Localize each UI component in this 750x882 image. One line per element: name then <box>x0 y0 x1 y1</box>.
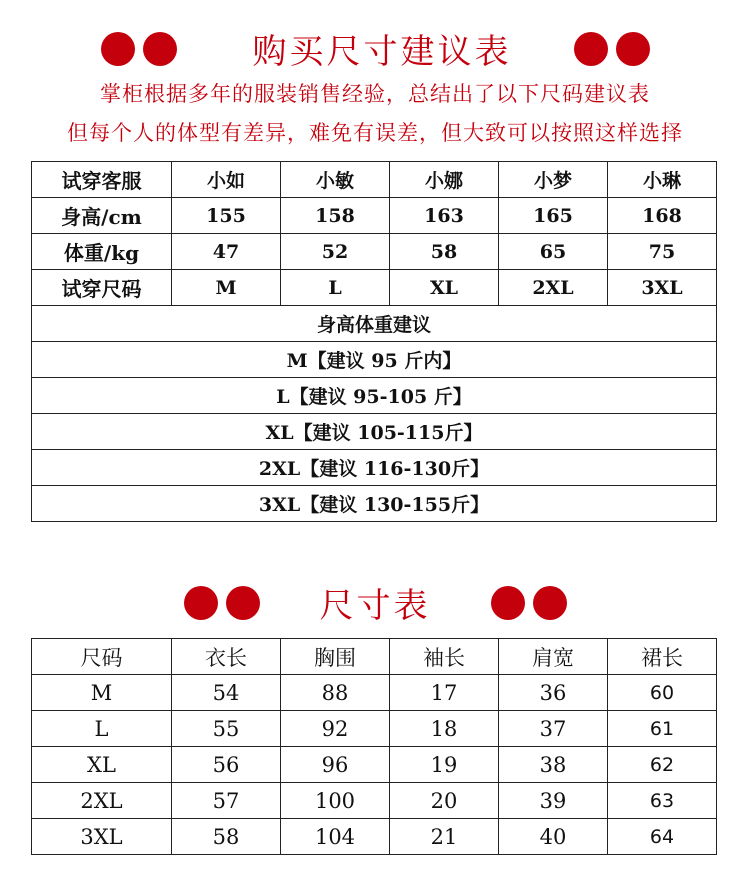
weight-value: 52 <box>281 234 390 270</box>
column-header: 胸围 <box>281 639 390 675</box>
table-row <box>32 711 717 747</box>
advice-line: M【建议 95 斤内】 <box>32 342 717 378</box>
table-row <box>32 414 717 450</box>
height-value: 155 <box>172 198 281 234</box>
length-cell: 56 <box>172 747 281 783</box>
height-label: 身高/cm <box>32 198 172 234</box>
weight-value: 75 <box>608 234 717 270</box>
model-name: 小娜 <box>390 162 499 198</box>
table-row <box>32 306 717 342</box>
weight-value: 47 <box>172 234 281 270</box>
advice-line: 3XL【建议 130-155斤】 <box>32 486 717 522</box>
column-header: 衣长 <box>172 639 281 675</box>
sleeve-cell: 17 <box>390 675 499 711</box>
size-cell: XL <box>32 747 172 783</box>
red-dots-right-icon <box>574 32 650 66</box>
size-cell: 2XL <box>32 783 172 819</box>
advice-heading: 身高体重建议 <box>32 306 717 342</box>
weight-value: 58 <box>390 234 499 270</box>
intro-note-line-2: 但每个人的体型有差异，难免有误差，但大致可以按照这样选择 <box>67 121 683 145</box>
table-row <box>32 675 717 711</box>
model-name: 小如 <box>172 162 281 198</box>
sleeve-cell: 20 <box>390 783 499 819</box>
column-header: 尺码 <box>32 639 172 675</box>
sleeve-cell: 18 <box>390 711 499 747</box>
red-dots-left-icon <box>101 32 177 66</box>
size-chart-header <box>0 578 750 627</box>
height-value: 168 <box>608 198 717 234</box>
table-row <box>32 819 717 855</box>
model-name: 小敏 <box>281 162 390 198</box>
red-dots-left-icon <box>184 586 260 620</box>
table-row <box>32 270 717 306</box>
table-header-row <box>32 639 717 675</box>
weight-label: 体重/kg <box>32 234 172 270</box>
intro-note-line-1: 掌柜根据多年的服装销售经验，总结出了以下尺码建议表 <box>100 82 650 106</box>
bust-cell: 88 <box>281 675 390 711</box>
column-header: 袖长 <box>390 639 499 675</box>
bust-cell: 92 <box>281 711 390 747</box>
bust-cell: 96 <box>281 747 390 783</box>
skirt-length-cell: 63 <box>608 783 717 819</box>
column-header: 裙长 <box>608 639 717 675</box>
height-value: 163 <box>390 198 499 234</box>
advice-line: XL【建议 105-115斤】 <box>32 414 717 450</box>
size-cell: 3XL <box>32 819 172 855</box>
red-dots-right-icon <box>491 586 567 620</box>
size-advice-header <box>0 24 750 73</box>
skirt-length-cell: 60 <box>608 675 717 711</box>
fitted-size-label: 试穿尺码 <box>32 270 172 306</box>
advice-line: L【建议 95-105 斤】 <box>32 378 717 414</box>
size-chart-title: 尺寸表 <box>319 586 431 626</box>
fitting-header-label: 试穿客服 <box>32 162 172 198</box>
skirt-length-cell: 62 <box>608 747 717 783</box>
table-row <box>32 162 717 198</box>
fitted-size-value: M <box>172 270 281 306</box>
fitted-size-value: 2XL <box>499 270 608 306</box>
length-cell: 58 <box>172 819 281 855</box>
table-row <box>32 378 717 414</box>
skirt-length-cell: 64 <box>608 819 717 855</box>
fitting-table <box>31 161 717 522</box>
column-header: 肩宽 <box>499 639 608 675</box>
height-value: 165 <box>499 198 608 234</box>
size-cell: M <box>32 675 172 711</box>
page-title: 购买尺寸建议表 <box>252 32 512 72</box>
sleeve-cell: 19 <box>390 747 499 783</box>
bust-cell: 104 <box>281 819 390 855</box>
fitted-size-value: 3XL <box>608 270 717 306</box>
bust-cell: 100 <box>281 783 390 819</box>
table-row <box>32 234 717 270</box>
sleeve-cell: 21 <box>390 819 499 855</box>
table-row <box>32 783 717 819</box>
skirt-length-cell: 61 <box>608 711 717 747</box>
shoulder-cell: 40 <box>499 819 608 855</box>
fitted-size-value: XL <box>390 270 499 306</box>
table-row <box>32 450 717 486</box>
length-cell: 57 <box>172 783 281 819</box>
model-name: 小琳 <box>608 162 717 198</box>
shoulder-cell: 37 <box>499 711 608 747</box>
model-name: 小梦 <box>499 162 608 198</box>
shoulder-cell: 38 <box>499 747 608 783</box>
height-value: 158 <box>281 198 390 234</box>
weight-value: 65 <box>499 234 608 270</box>
table-row <box>32 198 717 234</box>
advice-line: 2XL【建议 116-130斤】 <box>32 450 717 486</box>
size-cell: L <box>32 711 172 747</box>
shoulder-cell: 36 <box>499 675 608 711</box>
table-row <box>32 747 717 783</box>
length-cell: 54 <box>172 675 281 711</box>
fitted-size-value: L <box>281 270 390 306</box>
size-chart-table <box>31 638 717 855</box>
table-row <box>32 486 717 522</box>
length-cell: 55 <box>172 711 281 747</box>
table-row <box>32 342 717 378</box>
shoulder-cell: 39 <box>499 783 608 819</box>
